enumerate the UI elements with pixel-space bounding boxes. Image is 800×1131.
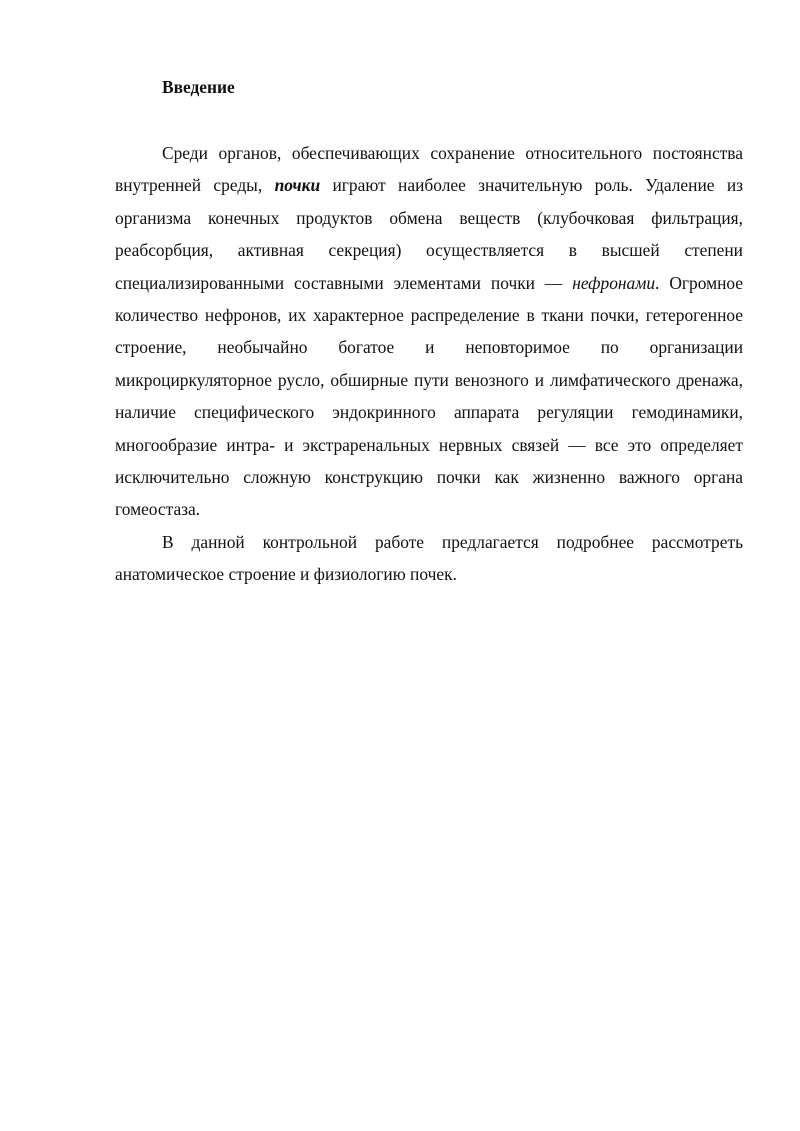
paragraph-intro — [115, 137, 743, 526]
term-kidneys: почки — [274, 175, 321, 196]
term-nephrons: нефронами — [572, 272, 656, 293]
document-body — [115, 74, 743, 591]
section-heading: Введение — [162, 77, 235, 97]
paragraph-text: Среди органов, обеспечивающих сохранение относительного постоянства внутренней среды, — [115, 143, 743, 196]
paragraph-text: . Огромное количество нефронов, их характерное распределение в ткани почки, гетерогенное строение, необычайно богатое и неповторимое по организации микроциркуляторное русло, обширные пути венозного и лимфатического дренажа, наличие специфического эндокринного аппарата регуляции гемодинамики, многообразие интра- и экстраренальных нервных связей — все это определяет исключительно сложную конструкцию почки как жизненно важного органа гомеостаза. — [115, 272, 744, 520]
paragraph-purpose: В данной контрольной работе предлагается подробнее рассмотреть анатомическое строение и физиологию почек. — [115, 531, 743, 585]
paragraph-text: играют наиболее значительную роль. Удаление из организма конечных продуктов обмена веществ (клубочковая фильтрация, реабсорбция, активная секреция) осуществляется в высшей степени специализированными составными элементами почки — — [115, 175, 744, 293]
